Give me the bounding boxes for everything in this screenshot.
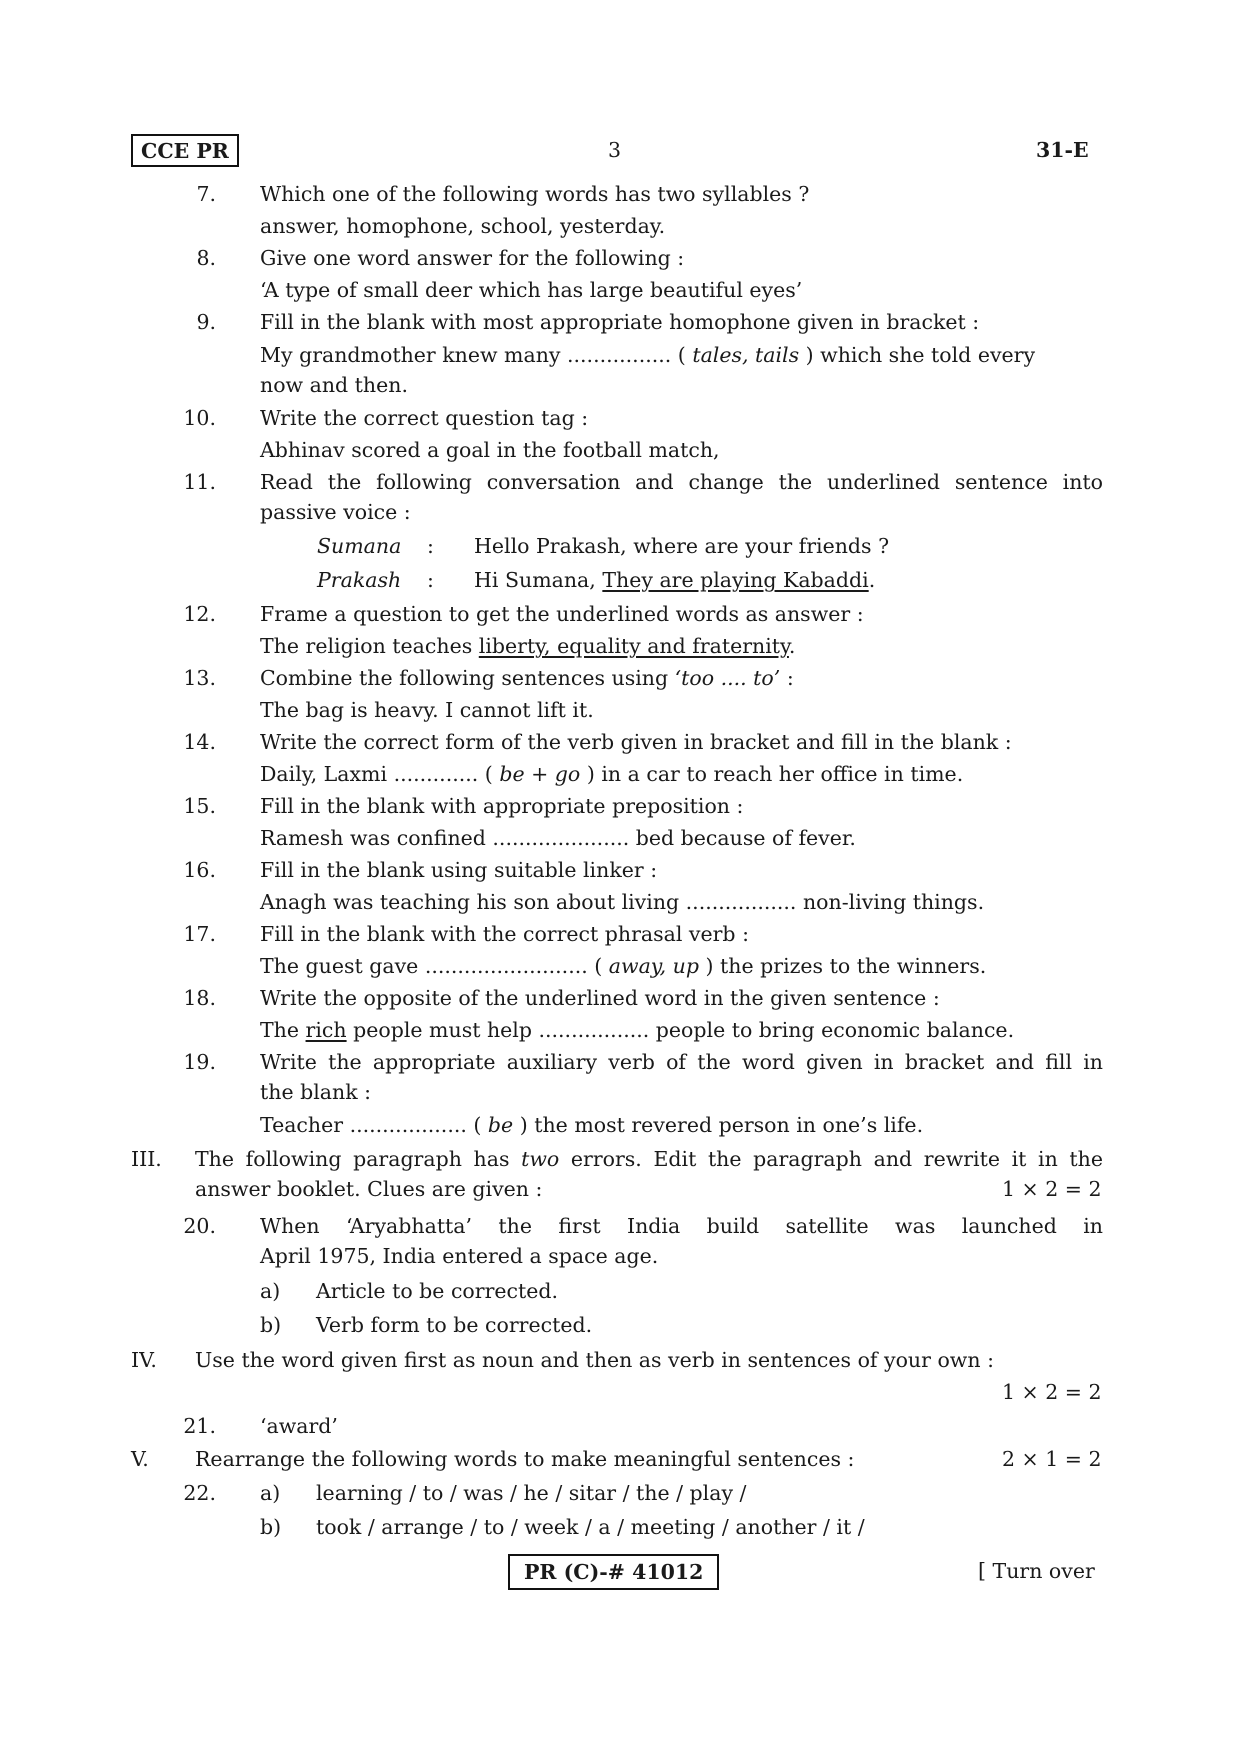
underlined-word: rich [305,1018,347,1042]
question-text [260,666,794,690]
question-text: Which one of the following words has two syllables ? [260,182,810,206]
question-text: The bag is heavy. I cannot lift it. [260,698,594,722]
speaker-name: Sumana [317,534,402,558]
question-number: 13. [183,666,216,690]
text-segment: Hi Sumana, [474,568,596,592]
colon: : [427,534,434,558]
option-label: a) [260,1481,281,1505]
question-text: Fill in the blank with appropriate preposition : [260,794,744,818]
section-roman-numeral: III. [131,1147,162,1171]
question-text [260,762,963,786]
question-text: ‘award’ [260,1414,338,1438]
marks-allocation: 1 × 2 = 2 [1002,1177,1102,1201]
speech-text: Hello Prakash, where are your friends ? [474,534,890,558]
question-number: 9. [196,310,216,334]
text-segment: The [260,1018,300,1042]
option-text: took / arrange / to / week / a / meeting / another / it / [316,1515,865,1539]
question-text: Fill in the blank with the correct phrasal verb : [260,922,749,946]
question-text: April 1975, India entered a space age. [260,1244,659,1268]
question-text: passive voice : [260,500,411,524]
page-number: 3 [608,138,622,162]
question-number: 11. [183,470,216,494]
speech-text [474,568,875,592]
section-roman-numeral: IV. [131,1348,157,1372]
emphasis-italic: two [521,1147,560,1171]
turn-over-note: [ Turn over [978,1559,1095,1583]
question-text [260,1113,923,1137]
question-number: 22. [183,1481,216,1505]
section-instruction: Rearrange the following words to make meaningful sentences : [195,1447,855,1471]
question-text: Read the following conversation and change the underlined sentence into [260,470,1103,494]
header-left-box: CCE PR [131,134,239,167]
question-text: Write the correct form of the verb given in bracket and fill in the blank : [260,730,1012,754]
question-text: ‘A type of small deer which has large beautiful eyes’ [260,278,803,302]
question-number: 14. [183,730,216,754]
text-segment: Combine the following sentences using [260,666,669,690]
underlined-sentence: They are playing Kabaddi [602,568,869,592]
question-text: the blank : [260,1080,372,1104]
question-text [260,343,1035,367]
text-segment: The following paragraph has [195,1147,510,1171]
paper-code: 31-E [1036,138,1089,162]
question-number: 18. [183,986,216,1010]
underlined-words: liberty, equality and fraternity [478,634,789,658]
text-segment: : [786,666,794,690]
question-number: 8. [196,246,216,270]
option-text: learning / to / was / he / sitar / the / play / [316,1481,747,1505]
options-italic: tales, tails [692,343,800,367]
text-segment: My grandmother knew many ................ ( [260,343,686,367]
option-label: a) [260,1279,281,1303]
question-text: Fill in the blank using suitable linker : [260,858,658,882]
marks-allocation: 1 × 2 = 2 [1002,1380,1102,1404]
text-segment: ) which she told every [805,343,1036,367]
question-text [260,1018,1014,1042]
options-italic: away, up [608,954,700,978]
text-segment: ) the most revered person in one’s life. [519,1113,924,1137]
question-text: Ramesh was confined ..................... bed because of fever. [260,826,856,850]
question-number: 21. [183,1414,216,1438]
question-number: 10. [183,406,216,430]
text-segment: errors. Edit the paragraph and rewrite it in the [570,1147,1103,1171]
question-number: 17. [183,922,216,946]
question-number: 7. [196,182,216,206]
verb-italic: be + go [499,762,581,786]
question-text: Write the correct question tag : [260,406,589,430]
text-segment: ) in a car to reach her office in time. [586,762,964,786]
question-text: Write the opposite of the underlined word in the given sentence : [260,986,940,1010]
question-text [260,634,795,658]
text-segment: Teacher .................. ( [260,1113,482,1137]
colon: : [427,568,434,592]
option-label: b) [260,1515,282,1539]
text-segment: . [868,568,876,592]
question-number: 15. [183,794,216,818]
option-text: Verb form to be corrected. [316,1313,593,1337]
question-number: 19. [183,1050,216,1074]
question-number: 16. [183,858,216,882]
text-segment: people must help ................. people to bring economic balance. [353,1018,1015,1042]
section-roman-numeral: V. [131,1447,149,1471]
option-label: b) [260,1313,282,1337]
section-instruction: answer booklet. Clues are given : [195,1177,543,1201]
speaker-name: Prakash [317,568,402,592]
section-instruction: Use the word given first as noun and then as verb in sentences of your own : [195,1348,994,1372]
text-segment: The guest gave ......................... ( [260,954,603,978]
question-text [260,954,986,978]
text-segment: Daily, Laxmi ............. ( [260,762,493,786]
question-text: answer, homophone, school, yesterday. [260,214,666,238]
question-text: Frame a question to get the underlined words as answer : [260,602,864,626]
question-text: Fill in the blank with most appropriate homophone given in bracket : [260,310,980,334]
section-instruction [195,1147,1103,1171]
text-segment: . [788,634,796,658]
option-text: Article to be corrected. [316,1279,558,1303]
footer-code-box: PR (C)-# 41012 [508,1554,719,1590]
text-segment: ) the prizes to the winners. [705,954,987,978]
question-text: Anagh was teaching his son about living ................. non-living things. [260,890,985,914]
verb-italic: be [487,1113,514,1137]
question-text: When ‘Aryabhatta’ the first India build satellite was launched in [260,1214,1103,1238]
marks-allocation: 2 × 1 = 2 [1002,1447,1102,1471]
connector-italic: ‘too .... to’ [674,666,781,690]
question-text: Give one word answer for the following : [260,246,685,270]
question-text: Write the appropriate auxiliary verb of the word given in bracket and fill in [260,1050,1103,1074]
question-number: 12. [183,602,216,626]
question-text: now and then. [260,373,408,397]
text-segment: The religion teaches [260,634,473,658]
question-number: 20. [183,1214,216,1238]
question-text: Abhinav scored a goal in the football match, [260,438,720,462]
